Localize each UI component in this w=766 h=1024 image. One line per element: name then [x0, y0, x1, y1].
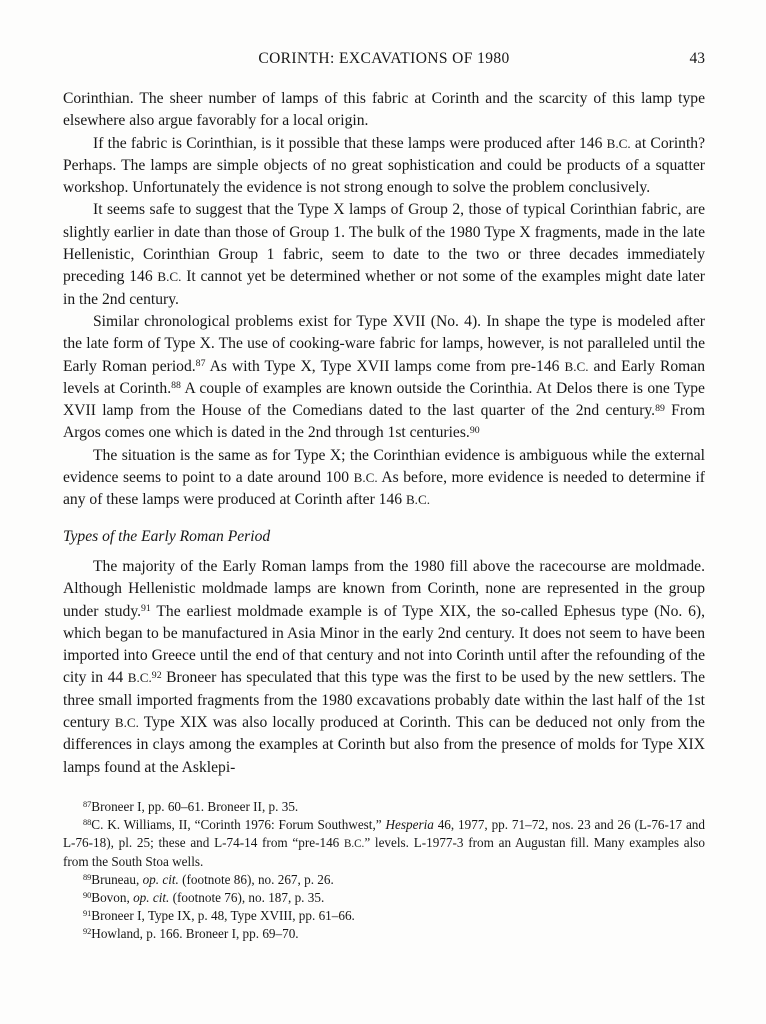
- footnote: $^{88}$C. K. Williams, II, “Corinth 1976: Forum Southwest,” Hesperia 46, 1977, pp. 71–72, nos. 23 and 26 (L-76-17 and L-76-18), pl. 25; these and L-74-14 from “pre-146 B.C.” levels. L-1977-3 from an Augustan fill. Many examples also from the South Stoa wells.: [63, 816, 705, 869]
- footnote: $^{92}$Howland, p. 166. Broneer I, pp. 69–70.: [83, 925, 299, 941]
- footnote: $^{87}$Broneer I, pp. 60–61. Broneer II, p. 35.: [83, 798, 299, 814]
- paragraph: It seems safe to suggest that the Type X lamps of Group 2, those of typical Corinthian fabric, are slightly earlier in date than those of Group 1. The bulk of the 1980 Type X fragments, made in the late Hellenistic, Corinthian Group 1 fabric, seem to date to the two or three decades immediately preceding 146 B.C. It cannot yet be determined whether or not some of the examples might date later in the 2nd century.: [63, 201, 705, 308]
- footnote: $^{91}$Broneer I, Type IX, p. 48, Type XVIII, pp. 61–66.: [83, 907, 355, 923]
- paragraph: The majority of the Early Roman lamps from the 1980 fill above the racecourse are moldmade. Although Hellenistic moldmade lamps are known from Corinth, none are represented in the group under study.$^{91}$ The earliest moldmade example is of Type XIX, the so-called Ephesus type (No. 6), which began to be manufactured in Asia Minor in the early 2nd century. It does not seem to have been imported into Greece until the end of that century and not into Corinth until after the refounding of the city in 44 B.C.$^{92}$ Broneer has speculated that this type was the first to be used by the new settlers. The three small imported fragments from the 1980 excavations probably date within the last half of the 1st century B.C. Type XIX was also locally produced at Corinth. This can be deduced not only from the differences in clays among the examples at Corinth but also from the presence of molds for Type XIX lamps found at the Asklepi-: [63, 557, 706, 776]
- footnote: $^{90}$Bovon, op. cit. (footnote 76), no. 187, p. 35.: [83, 889, 325, 905]
- running-title: CORINTH: EXCAVATIONS OF 1980: [258, 50, 510, 67]
- paragraph: Corinthian. The sheer number of lamps of this fabric at Corinth and the scarcity of this lamp type elsewhere also argue favorably for a local origin.: [63, 90, 705, 130]
- page-body: [63, 88, 705, 779]
- footnotes-section: [63, 798, 705, 943]
- paragraph: Similar chronological problems exist for Type XVII (No. 4). In shape the type is modeled after the late form of Type X. The use of cooking-ware fabric for lamps, however, is not paralleled until the Early Roman period.$^{87}$ As with Type X, Type XVII lamps come from pre-146 B.C. and Early Roman levels at Corinth.$^{88}$ A couple of examples are known outside the Corinthia. At Delos there is one Type XVII lamp from the House of the Comedians dated to the last quarter of the 2nd century.$^{89}$ From Argos comes one which is dated in the 2nd through 1st centuries.$^{90}$: [63, 312, 705, 442]
- paragraph: If the fabric is Corinthian, is it possible that these lamps were produced after 146 B.C. at Corinth? Perhaps. The lamps are simple objects of no great sophistication and could be products of a squatter workshop. Unfortunately the evidence is not strong enough to solve the problem conclusively.: [63, 134, 705, 197]
- section-heading: Types of the Early Roman Period: [63, 527, 271, 545]
- page-header: [63, 50, 705, 68]
- footnote: $^{89}$Bruneau, op. cit. (footnote 86), no. 267, p. 26.: [83, 871, 334, 887]
- page-number: 43: [689, 50, 705, 67]
- paragraph: The situation is the same as for Type X; the Corinthian evidence is ambiguous while the external evidence seems to point to a date around 100 B.C. As before, more evidence is needed to determine if any of these lamps were produced at Corinth after 146 B.C.: [63, 446, 705, 509]
